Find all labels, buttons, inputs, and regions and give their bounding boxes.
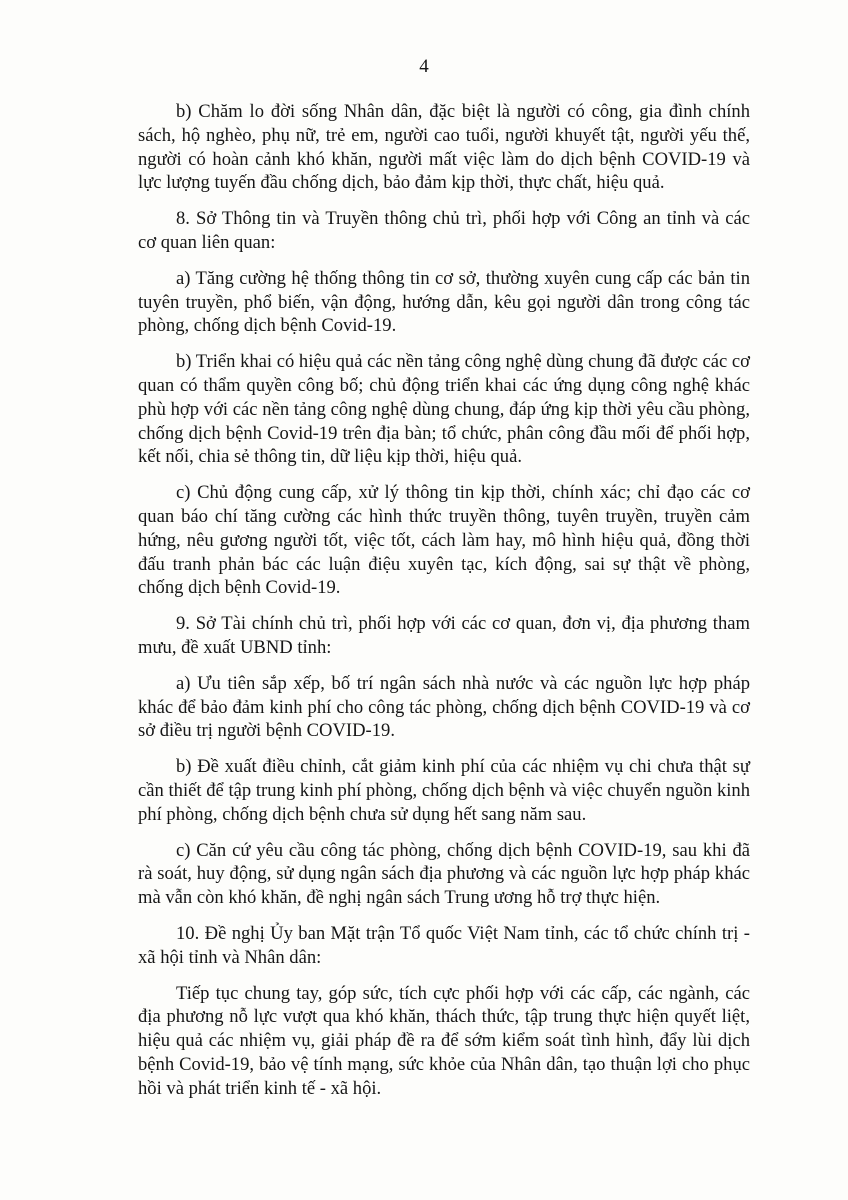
document-body (138, 100, 750, 1112)
paragraph-9c: c) Căn cứ yêu cầu công tác phòng, chống dịch bệnh COVID-19, sau khi đã rà soát, huy động, sử dụng ngân sách địa phương và các nguồn lực hợp pháp khác mà vẫn còn khó khăn, đề nghị ngân sách Trung ương hỗ trợ thực hiện. (138, 839, 750, 909)
paragraph-9b: b) Đề xuất điều chỉnh, cắt giảm kinh phí của các nhiệm vụ chi chưa thật sự cần thiết để tập trung kinh phí phòng, chống dịch bệnh và việc chuyển nguồn kinh phí phòng, chống dịch bệnh chưa sử dụng hết sang năm sau. (138, 756, 750, 825)
paragraph-10-heading: 10. Đề nghị Ủy ban Mặt trận Tổ quốc Việt Nam tỉnh, các tổ chức chính trị - xã hội tỉnh và Nhân dân: (138, 922, 750, 968)
paragraph-10-body: Tiếp tục chung tay, góp sức, tích cực phối hợp với các cấp, các ngành, các địa phương nỗ lực vượt qua khó khăn, thách thức, tập trung thực hiện quyết liệt, hiệu quả các nhiệm vụ, giải pháp đề ra để sớm kiểm soát tình hình, đẩy lùi dịch bệnh Covid-19, bảo vệ tính mạng, sức khỏe của Nhân dân, tạo thuận lợi cho phục hồi và phát triển kinh tế - xã hội. (138, 982, 750, 1099)
paragraph-8c: c) Chủ động cung cấp, xử lý thông tin kịp thời, chính xác; chỉ đạo các cơ quan báo chí tăng cường các hình thức truyền thông, tuyên truyền, truyền cảm hứng, nêu gương người tốt, việc tốt, cách làm hay, mô hình hiệu quả, đồng thời đấu tranh phản bác các luận điệu xuyên tạc, kích động, sai sự thật về phòng, chống dịch bệnh Covid-19. (138, 482, 750, 599)
paragraph-8b: b) Triển khai có hiệu quả các nền tảng công nghệ dùng chung đã được các cơ quan có thẩm quyền công bố; chủ động triển khai các ứng dụng công nghệ khác phù hợp với các nền tảng công nghệ dùng chung, đáp ứng kịp thời yêu cầu phòng, chống dịch bệnh Covid-19 trên địa bàn; tổ chức, phân công đầu mối để phối hợp, kết nối, chia sẻ thông tin, dữ liệu kịp thời, hiệu quả. (138, 351, 750, 468)
paragraph-8-heading: 8. Sở Thông tin và Truyền thông chủ trì, phối hợp với Công an tỉnh và các cơ quan liên quan: (138, 208, 750, 253)
paragraph-9-heading: 9. Sở Tài chính chủ trì, phối hợp với các cơ quan, đơn vị, địa phương tham mưu, đề xuất UBND tỉnh: (138, 613, 750, 658)
paragraph-9a: a) Ưu tiên sắp xếp, bố trí ngân sách nhà nước và các nguồn lực hợp pháp khác để bảo đảm kinh phí cho công tác phòng, chống dịch bệnh COVID-19 và cơ sở điều trị người bệnh COVID-19. (138, 672, 750, 742)
paragraph-7b: b) Chăm lo đời sống Nhân dân, đặc biệt là người có công, gia đình chính sách, hộ nghèo, phụ nữ, trẻ em, người cao tuổi, người khuyết tật, người yếu thế, người có hoàn cảnh khó khăn, người mất việc làm do dịch bệnh COVID-19 và lực lượng tuyến đầu chống dịch, bảo đảm kịp thời, thực chất, hiệu quả. (138, 101, 750, 194)
paragraph-8a: a) Tăng cường hệ thống thông tin cơ sở, thường xuyên cung cấp các bản tin tuyên truyền, phổ biến, vận động, hướng dẫn, kêu gọi người dân trong công tác phòng, chống dịch bệnh Covid-19. (138, 267, 750, 337)
page-number: 4 (419, 56, 429, 77)
